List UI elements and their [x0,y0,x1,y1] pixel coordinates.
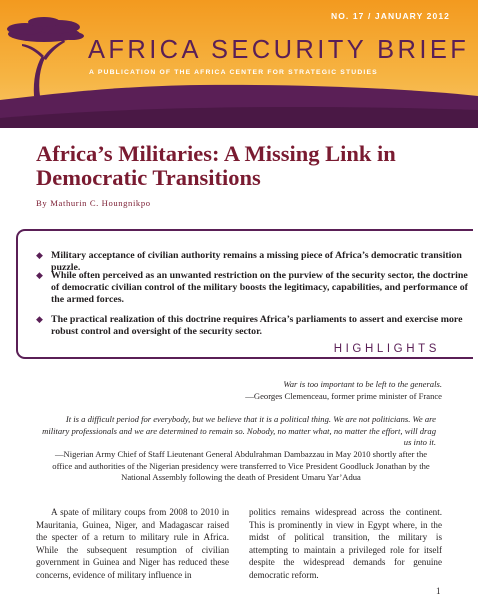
highlight-item [36,314,475,338]
author-name: Mathurin C. Houngnikpo [50,198,151,208]
highlight-item [36,270,475,306]
epigraph-quote: It is a difficult period for everybody, but we believe that it is a political thing. We are not politicians. We are military professionals and we are determined to remain so. Nobody, no matter what, no matter the effort, will drag us into it. [42,414,436,448]
epigraph-attribution: —Nigerian Army Chief of Staff Lieutenant General Abdulrahman Dambazzau in May 2010 shortly after the office and authorities of the Nigerian presidency were transferred to Vice President Goodluck Jonathan by the National Assembly following the death of President Umaru Yar’Adua [52,449,430,483]
masthead-banner [0,0,478,128]
highlights-label: HIGHLIGHTS [324,343,444,355]
highlight-text: The practical realization of this doctrine requires Africa’s parliaments to assert and exercise more robust control and oversight of the security sector. [51,314,463,337]
issue-number: NO. 17 / JANUARY 2012 [330,11,450,21]
diamond-bullet-icon: ◆ [36,314,43,324]
body-column-left: A spate of military coups from 2008 to 2010 in Mauritania, Guinea, Niger, and Madagascar raised the specter of a return to military rule in Africa. While the subsequent resumption of civilian government in Guinea and Niger has reduced these concerns, evidence of military influence in [36,507,229,580]
epigraph-quote: War is too important to be left to the generals. [283,379,442,389]
highlights-box [16,229,473,359]
diamond-bullet-icon: ◆ [36,270,43,280]
byline [36,197,151,209]
page-number: 1 [436,586,441,596]
article-title: Africa’s Militaries: A Missing Link in Democratic Transitions [36,141,396,190]
body-column-right: politics remains widespread across the continent. This is prominently in view in Egypt where, in the midst of political transition, the military is attempting to maintain a privileged role for itself despite the widespread demands for genuine democratic reform. [249,507,442,580]
publication-tagline: A PUBLICATION OF THE AFRICA CENTER FOR STRATEGIC STUDIES [89,69,378,76]
epigraph-attribution: —Georges Clemenceau, former prime minister of France [245,391,442,401]
highlight-text: Military acceptance of civilian authority remains a missing piece of Africa’s democratic transition puzzle. [51,250,462,273]
byline-prefix: By [36,198,48,208]
diamond-bullet-icon: ◆ [36,250,43,260]
publication-title: AFRICA SECURITY BRIEF [88,36,470,64]
highlight-text: While often perceived as an unwanted restriction on the purview of the security sector, the doctrine of democratic civilian control of the military boosts the legitimacy, capabilities, and performance of the armed forces. [51,270,468,305]
